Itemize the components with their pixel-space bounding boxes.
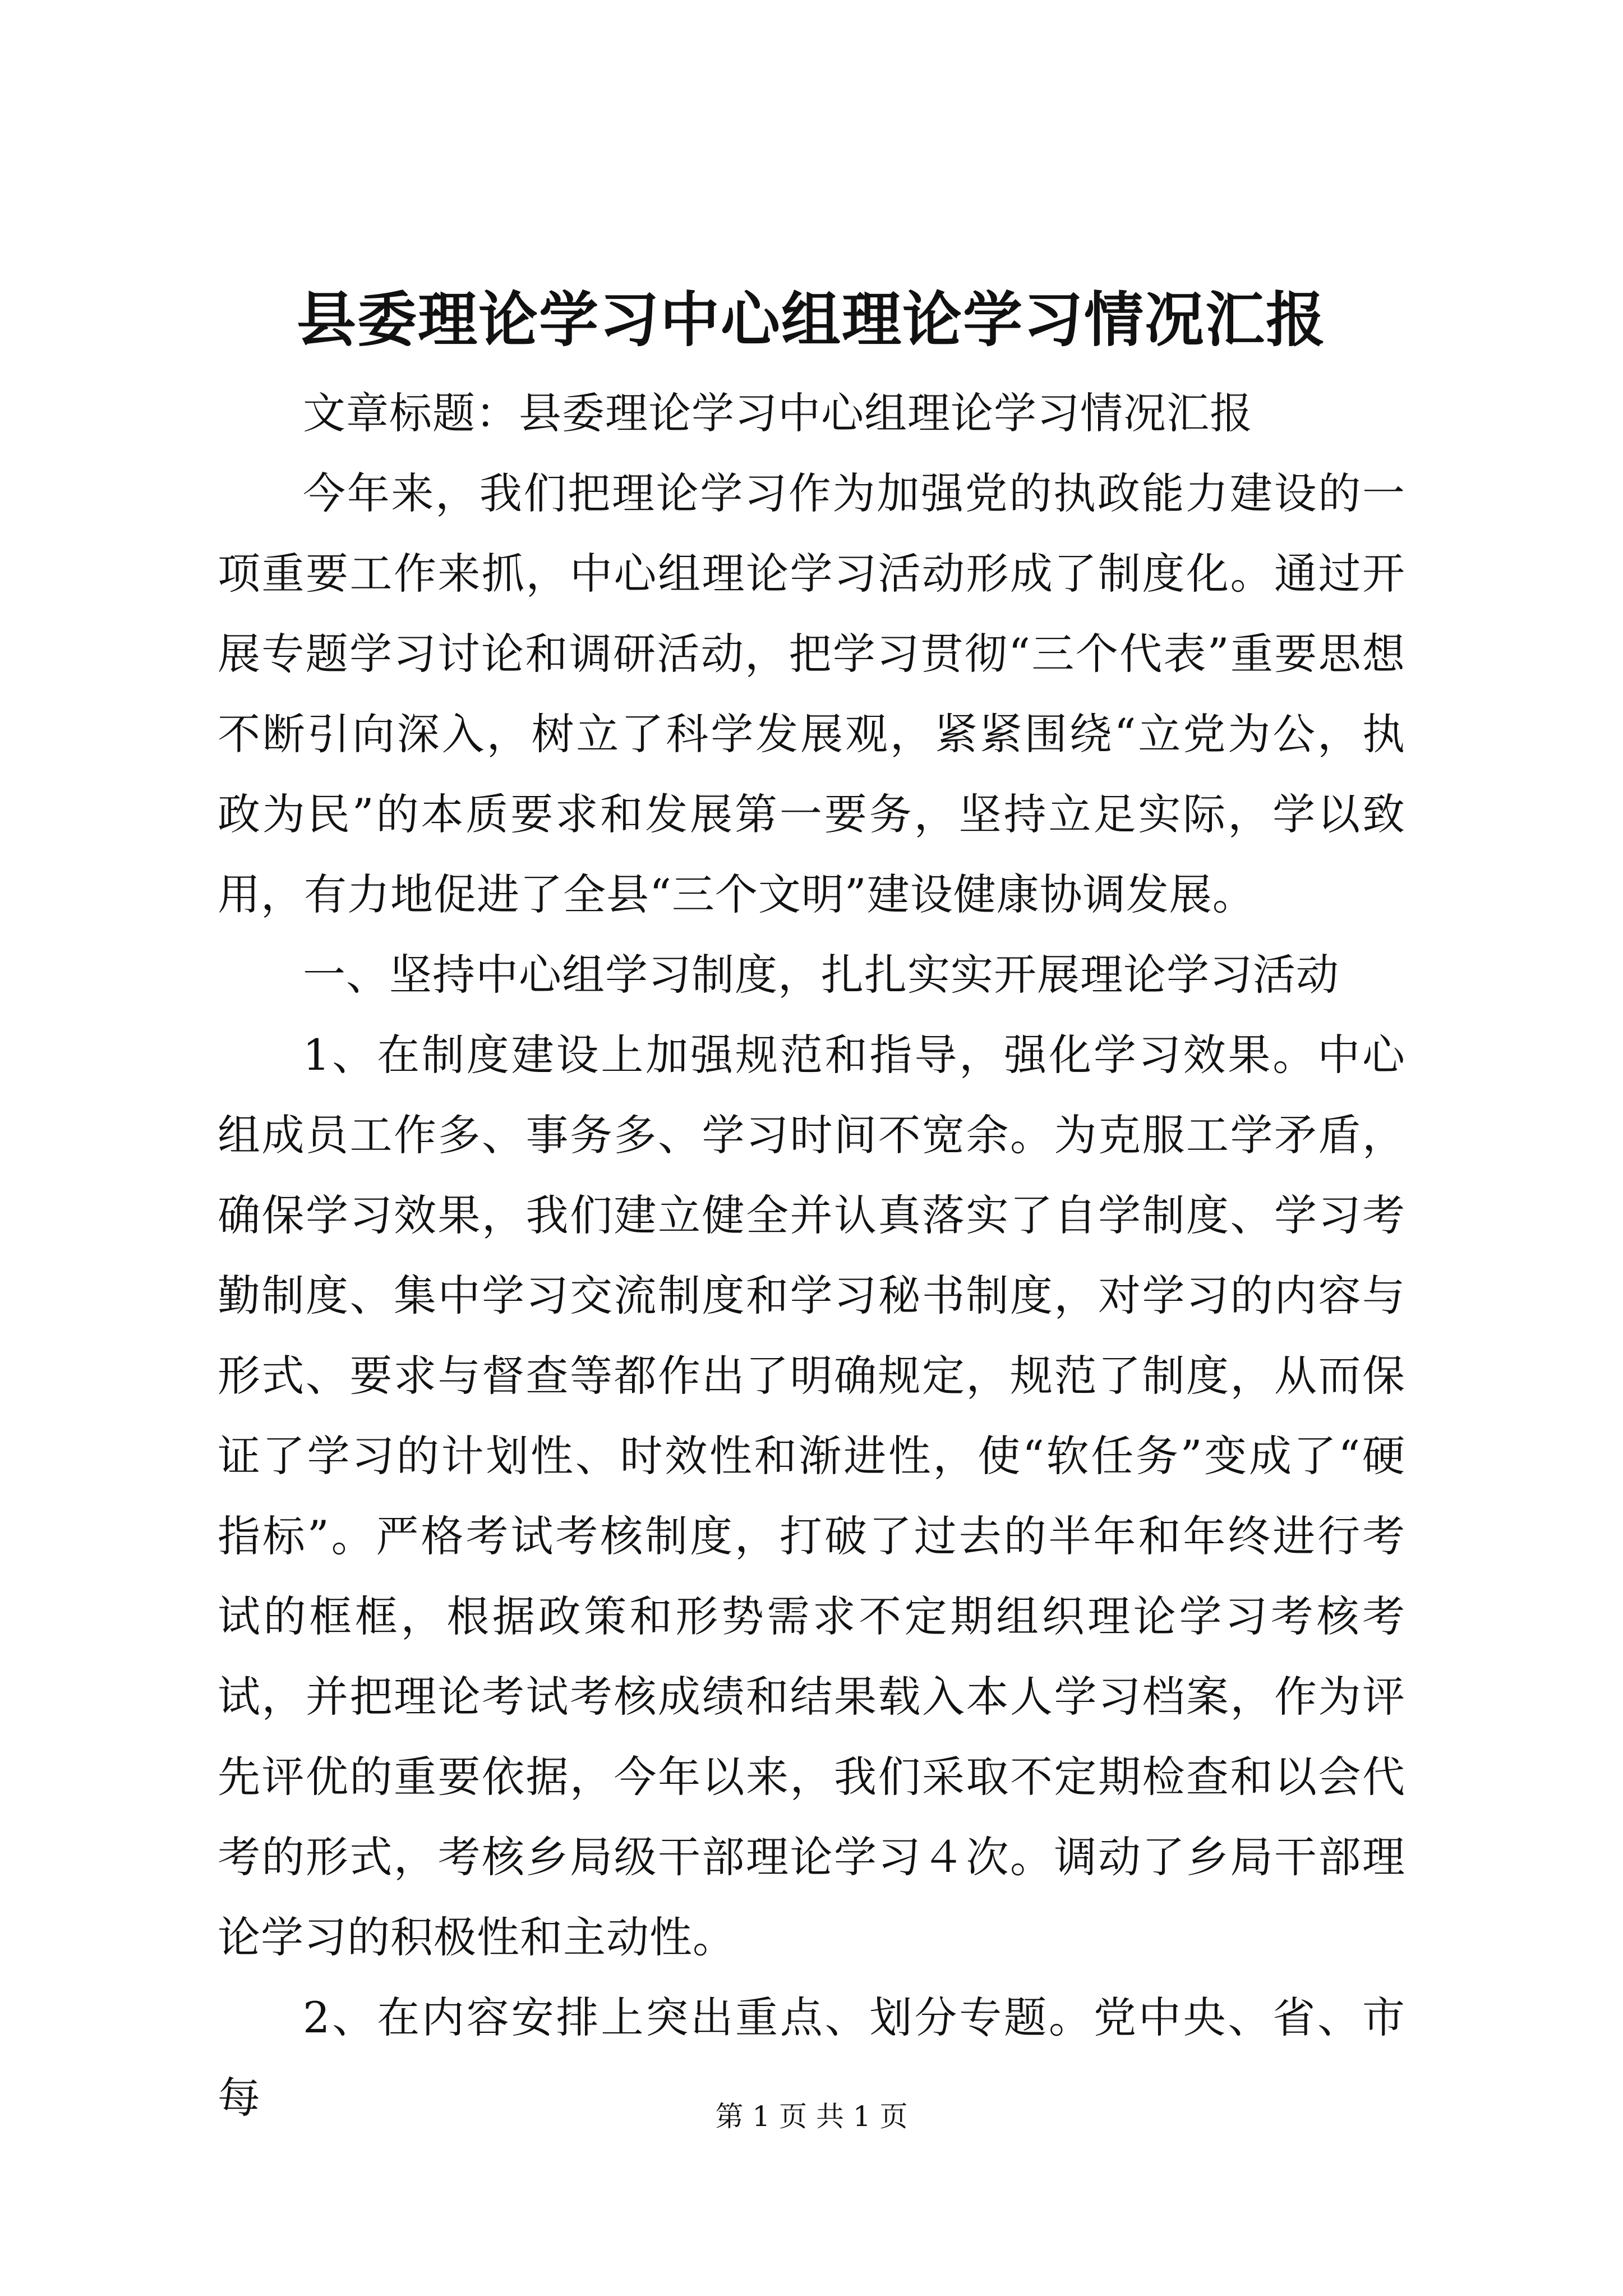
section-heading-1: 一、坚持中心组学习制度，扎扎实实开展理论学习活动 [303,950,1339,1000]
paragraph-item-1: 1、在制度建设上加强规范和指导，强化学习效果。中心组成员工作多、事务多、学习时间不宽余。为克服工学矛盾，确保学习效果，我们建立健全并认真落实了自学制度、学习考勤制度、集中学习交流制度和学习秘书制度，对学习的内容与形式、要求与督查等都作出了明确规定，规范了制度，从而保证了学习的计划性、时效性和渐进性，使“软任务”变成了“硬指标”。严格考试考核制度，打破了过去的半年和年终进行考试的框框，根据政策和形势需求不定期组织理论学习考核考试，并把理论考试考核成绩和结果载入本人学习档案，作为评先评优的重要依据，今年以来，我们采取不定期检查和以会代考的形式，考核乡局级干部理论学习４次。调动了乡局干部理论学习的积极性和主动性。 [218,1030,1405,1962]
page-number-footer: 第 1 页 共 1 页 [715,2100,908,2133]
intro-paragraph: 今年来，我们把理论学习作为加强党的执政能力建设的一项重要工作来抓，中心组理论学习活动形成了制度化。通过开展专题学习讨论和调研活动，把学习贯彻“三个代表”重要思想不断引向深入，树立了科学发展观，紧紧围绕“立党为公，执政为民”的本质要求和发展第一要务，坚持立足实际，学以致用，有力地促进了全县“三个文明”建设健康协调发展。 [218,468,1405,919]
paragraph-item-2: 2、在内容安排上突出重点、划分专题。党中央、省、市每 [218,1993,1405,2123]
article-title-line: 文章标题：县委理论学习中心组理论学习情况汇报 [303,388,1253,438]
document-title: 县委理论学习中心组理论学习情况汇报 [297,284,1326,355]
document-body [218,373,1405,2138]
